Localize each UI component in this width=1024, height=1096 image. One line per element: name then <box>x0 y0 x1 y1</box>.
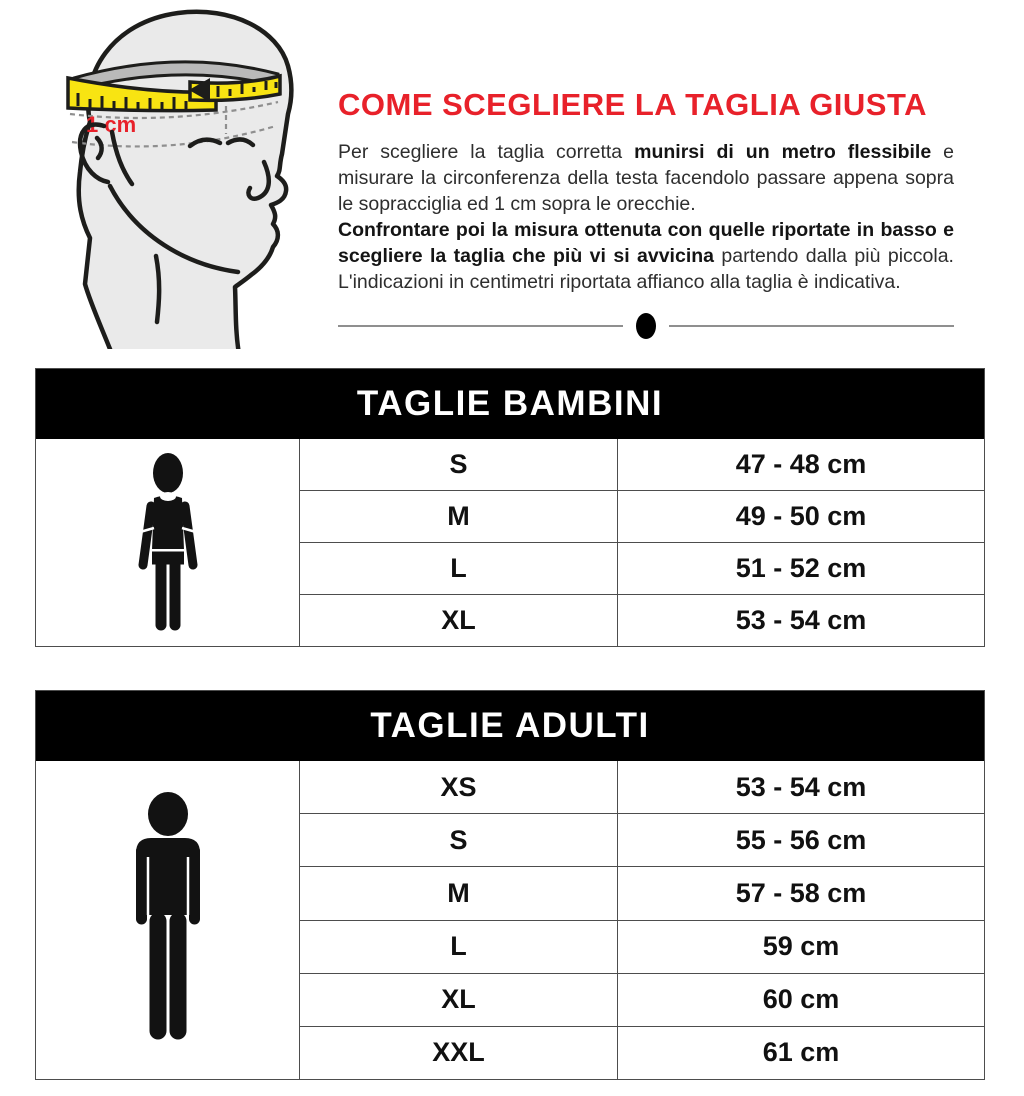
table-row <box>300 491 984 543</box>
page-title: COME SCEGLIERE LA TAGLIA GIUSTA <box>338 87 927 122</box>
text-segment-bold: Confrontare poi la misura ottenuta con quelle riportate in basso e scegliere la taglia che più vi si avvicina <box>338 219 954 268</box>
divider-dot <box>636 313 656 339</box>
table-row <box>300 761 984 814</box>
head-illustration-svg <box>40 2 335 349</box>
kids-table-rows <box>300 439 984 646</box>
table-row <box>300 814 984 867</box>
adult-figure-icon <box>120 791 216 1049</box>
table-row <box>300 543 984 595</box>
text-segment-bold: munirsi di un metro flessibile <box>634 141 932 164</box>
text-segment: Per scegliere la taglia corretta <box>338 141 635 164</box>
adult-table-title: TAGLIE ADULTI <box>36 691 984 761</box>
intro-paragraph-1 <box>338 139 954 217</box>
size-label: XL <box>300 974 618 1026</box>
head-measure-illustration <box>40 2 335 349</box>
table-row <box>300 595 984 646</box>
size-label: L <box>300 543 618 594</box>
kids-size-table <box>35 368 985 647</box>
intro-paragraph-2 <box>338 217 954 295</box>
kids-table-title: TAGLIE BAMBINI <box>36 369 984 439</box>
size-range: 60 cm <box>762 984 840 1015</box>
table-row <box>300 867 984 920</box>
child-figure-cell <box>36 439 300 646</box>
adult-table-rows <box>300 761 984 1079</box>
text-segment: partendo dalla più piccola. L'indicazioni in centimetri riportata affianco alla taglia è indicativa. <box>338 245 954 294</box>
text-segment: e misurare la circonferenza della testa facendolo passare appena sopra le sopracciglia ed 1 cm sopra le orecchie. <box>338 141 954 216</box>
table-row <box>300 439 984 491</box>
size-range: 57 - 58 cm <box>735 877 867 908</box>
size-label: S <box>300 814 618 866</box>
size-range: 47 - 48 cm <box>735 449 867 479</box>
adult-size-table <box>35 690 985 1080</box>
intro-section <box>338 88 954 340</box>
divider-line <box>338 325 623 327</box>
size-range: 49 - 50 cm <box>735 501 867 531</box>
size-label: M <box>300 491 618 542</box>
size-range: 59 cm <box>762 931 840 962</box>
size-range: 53 - 54 cm <box>735 605 867 635</box>
child-figure-icon <box>132 452 204 634</box>
size-label: XS <box>300 761 618 813</box>
size-label: XXL <box>300 1027 618 1079</box>
one-cm-label: 1 cm <box>86 112 137 137</box>
table-row <box>300 1027 984 1079</box>
size-label: S <box>300 439 618 490</box>
table-row <box>300 921 984 974</box>
table-row <box>300 974 984 1027</box>
size-range: 55 - 56 cm <box>735 824 867 855</box>
size-label: L <box>300 921 618 973</box>
divider-line <box>669 325 954 327</box>
section-divider <box>338 312 954 340</box>
size-range: 53 - 54 cm <box>735 771 867 802</box>
size-label: M <box>300 867 618 919</box>
size-range: 51 - 52 cm <box>735 553 867 583</box>
size-label: XL <box>300 595 618 646</box>
size-range: 61 cm <box>762 1037 840 1068</box>
adult-figure-cell <box>36 761 300 1079</box>
